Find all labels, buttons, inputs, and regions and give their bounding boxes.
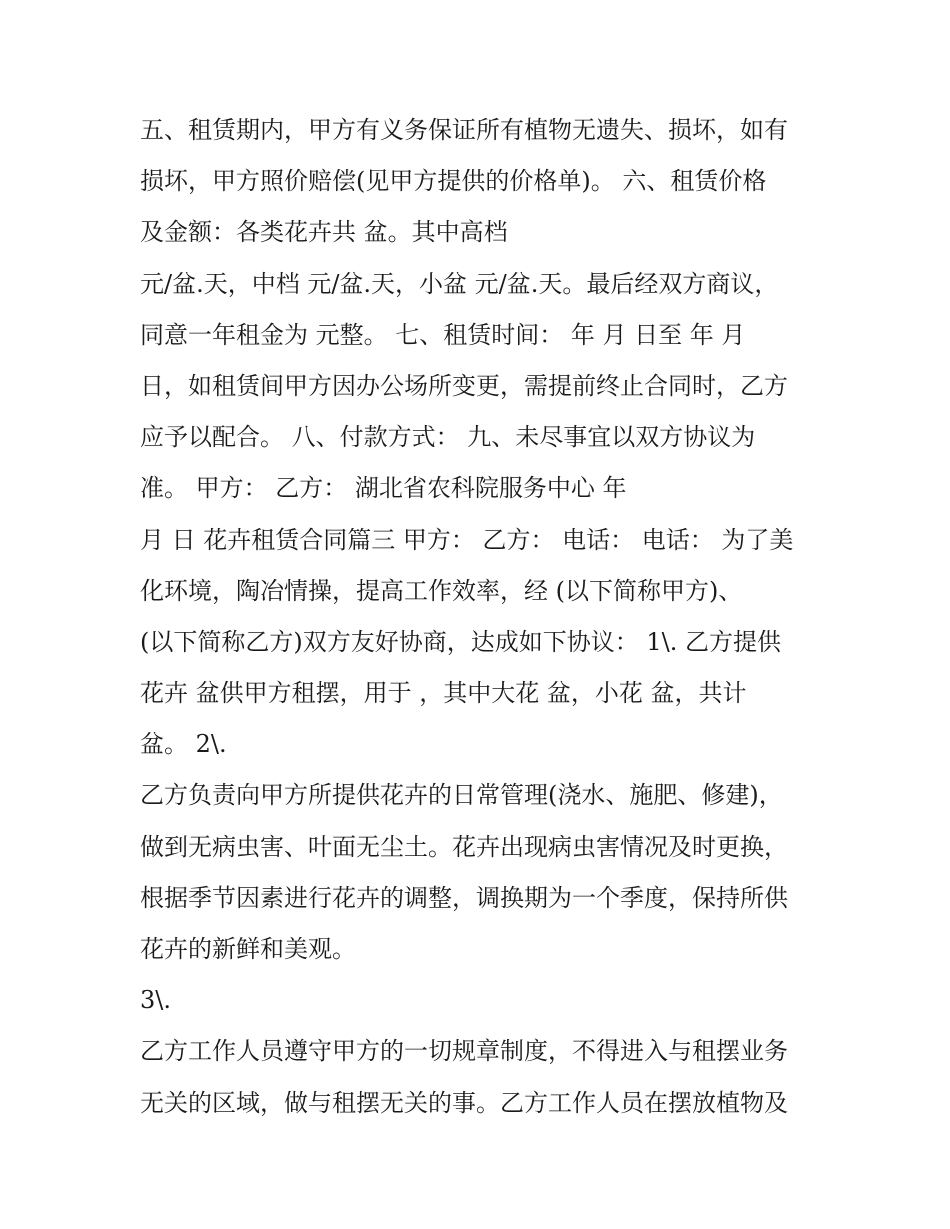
text-line: 化环境，陶冶情操，提高工作效率，经 (以下简称甲方)、: [140, 576, 743, 605]
text-line: 准。 甲方： 乙方： 湖北省农科院服务中心 年: [140, 474, 627, 503]
text-line: 花卉 盆供甲方租摆，用于 ，其中大花 盆，小花 盆，共计: [140, 679, 747, 708]
text-line: 乙方负责向甲方所提供花卉的日常管理(浇水、施肥、修建)，: [140, 781, 783, 810]
document-body: [140, 105, 830, 1129]
text-line: (以下简称乙方)双方友好协商，达成如下协议： 1\. 乙方提供: [140, 627, 781, 656]
text-line: 花卉的新鲜和美观。: [140, 935, 356, 963]
text-line: 五、租赁期内，甲方有义务保证所有植物无遗失、损坏，如有: [140, 116, 788, 144]
text-line: 应予以配合。 八、付款方式： 九、未尽事宜以双方协议为: [140, 423, 756, 452]
text-line: 3\.: [140, 986, 171, 1015]
text-line: 同意一年租金为 元整。 七、租赁时间： 年 月 日至 年 月: [140, 320, 746, 349]
text-line: 及金额：各类花卉共 盆。其中高档: [140, 218, 508, 247]
text-line: 无关的区域，做与租摆无关的事。乙方工作人员在摆放植物及: [140, 1088, 788, 1117]
text-line: 月 日 花卉租赁合同篇三 甲方： 乙方： 电话： 电话： 为了美: [140, 525, 794, 554]
text-line: 盆。 2\.: [140, 730, 227, 759]
text-line: 乙方工作人员遵守甲方的一切规章制度，不得进入与租摆业务: [140, 1037, 788, 1066]
text-line: 根据季节因素进行花卉的调整，调换期为一个季度，保持所供: [140, 883, 788, 912]
text-line: 日，如租赁间甲方因办公场所变更，需提前终止合同时，乙方: [140, 371, 788, 400]
text-line: 元/盆.天，中档 元/盆.天，小盆 元/盆.天。最后经双方商议，: [140, 269, 779, 298]
text-line: 损坏，甲方照价赔偿(见甲方提供的价格单)。 六、租赁价格: [140, 167, 767, 196]
text-line: 做到无病虫害、叶面无尘土。花卉出现病虫害情况及时更换，: [140, 832, 788, 861]
